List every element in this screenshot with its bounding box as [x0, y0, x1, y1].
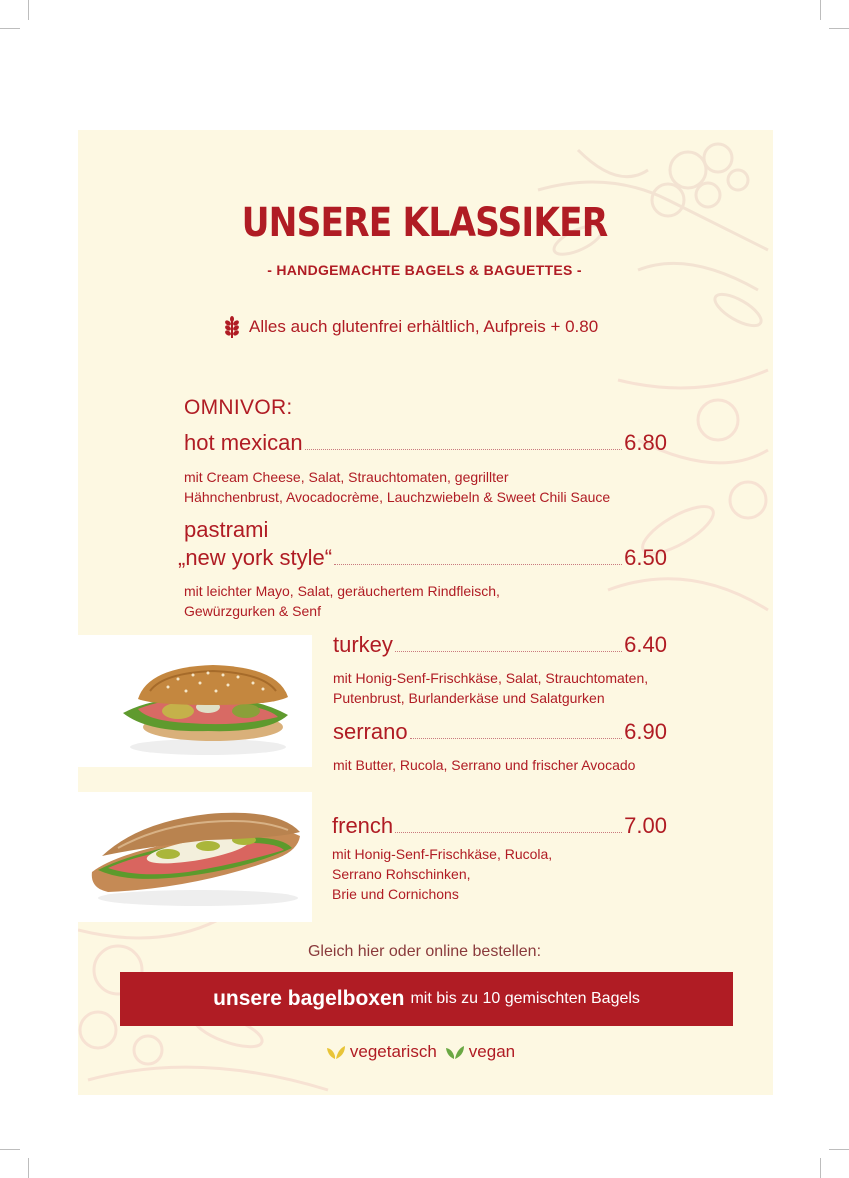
- bagel-sandwich-image: [78, 635, 312, 767]
- menu-item-pastrami: [178, 545, 667, 571]
- glutenfree-note: [223, 316, 598, 338]
- desc-line: Brie und Cornichons: [332, 886, 459, 902]
- desc-line: mit Honig-Senf-Frischkäse, Rucola,: [332, 846, 553, 862]
- section-heading: OMNIVOR:: [184, 396, 293, 419]
- desc-line: Serrano Rohschinken,: [332, 866, 471, 882]
- menu-item-hot-mexican: [184, 430, 667, 456]
- online-order-text: Gleich hier oder online bestellen:: [307, 943, 542, 960]
- item-price: 6.40: [624, 632, 667, 657]
- item-description: [184, 467, 610, 507]
- desc-line: mit leichter Mayo, Salat, geräuchertem Rindfleisch,: [184, 583, 500, 599]
- crop-mark: [0, 1149, 20, 1150]
- item-name-line1: pastrami: [184, 517, 269, 542]
- item-name: „new york style“: [178, 545, 333, 570]
- dot-leader: [410, 738, 623, 739]
- menu-item-serrano: [333, 719, 667, 745]
- bagel-photo: [78, 635, 312, 767]
- dot-leader: [395, 832, 622, 833]
- crop-mark: [28, 0, 29, 20]
- desc-line: Hähnchenbrust, Avocadocrème, Lauchzwiebeln & Sweet Chili Sauce: [184, 489, 611, 505]
- desc-line: Putenbrust, Burlanderkäse und Salatgurken: [333, 690, 605, 706]
- item-name: serrano: [333, 719, 408, 744]
- item-name: turkey: [333, 632, 393, 657]
- menu-item-french: [332, 813, 667, 839]
- crop-mark: [0, 28, 20, 29]
- item-name: hot mexican: [184, 430, 303, 455]
- page-subtitle: - HANDGEMACHTE BAGELS & BAGUETTES -: [267, 262, 582, 278]
- item-name: french: [332, 813, 394, 838]
- desc-line: mit Cream Cheese, Salat, Strauchtomaten, gegrillter: [184, 469, 509, 485]
- baguette-sandwich-image: [78, 792, 312, 922]
- vegan-leaf-icon: [445, 1044, 465, 1060]
- wheat-icon: [223, 316, 241, 338]
- glutenfree-text: Alles auch glutenfrei erhältlich, Aufpreis + 0.80: [249, 317, 599, 336]
- item-price: 6.90: [624, 719, 667, 744]
- vegetarian-leaf-icon: [326, 1044, 346, 1060]
- legend-vegetarian: vegetarisch: [349, 1042, 437, 1061]
- desc-line: Gewürzgurken & Senf: [184, 603, 321, 619]
- crop-mark: [829, 1149, 849, 1150]
- item-price: 6.50: [624, 545, 667, 570]
- banner-subtitle: mit bis zu 10 gemischten Bagels: [410, 990, 640, 1007]
- legend-vegan: vegan: [468, 1042, 516, 1061]
- dot-leader: [395, 651, 622, 652]
- crop-mark: [829, 28, 849, 29]
- desc-line: mit Butter, Rucola, Serrano und frischer Avocado: [333, 757, 636, 773]
- floral-ornament-right: [598, 360, 773, 660]
- crop-mark: [28, 1158, 29, 1178]
- desc-line: mit Honig-Senf-Frischkäse, Salat, Strauchtomaten,: [333, 670, 649, 686]
- crop-mark: [820, 0, 821, 20]
- baguette-photo: [78, 792, 312, 922]
- diet-legend: [0, 1042, 849, 1062]
- item-description: [333, 755, 635, 775]
- item-description: [184, 581, 500, 621]
- banner-title: unsere bagelboxen: [213, 987, 405, 1010]
- item-description: [332, 844, 552, 904]
- page-title: UNSERE KLASSIKER: [241, 200, 608, 246]
- menu-item-pastrami-line1: [184, 517, 268, 543]
- dot-leader: [334, 564, 622, 565]
- item-description: [333, 668, 648, 708]
- dot-leader: [305, 449, 623, 450]
- item-price: 7.00: [624, 813, 667, 838]
- bagelbox-banner[interactable]: [120, 972, 733, 1026]
- menu-item-turkey: [333, 632, 667, 658]
- item-price: 6.80: [624, 430, 667, 455]
- crop-mark: [820, 1158, 821, 1178]
